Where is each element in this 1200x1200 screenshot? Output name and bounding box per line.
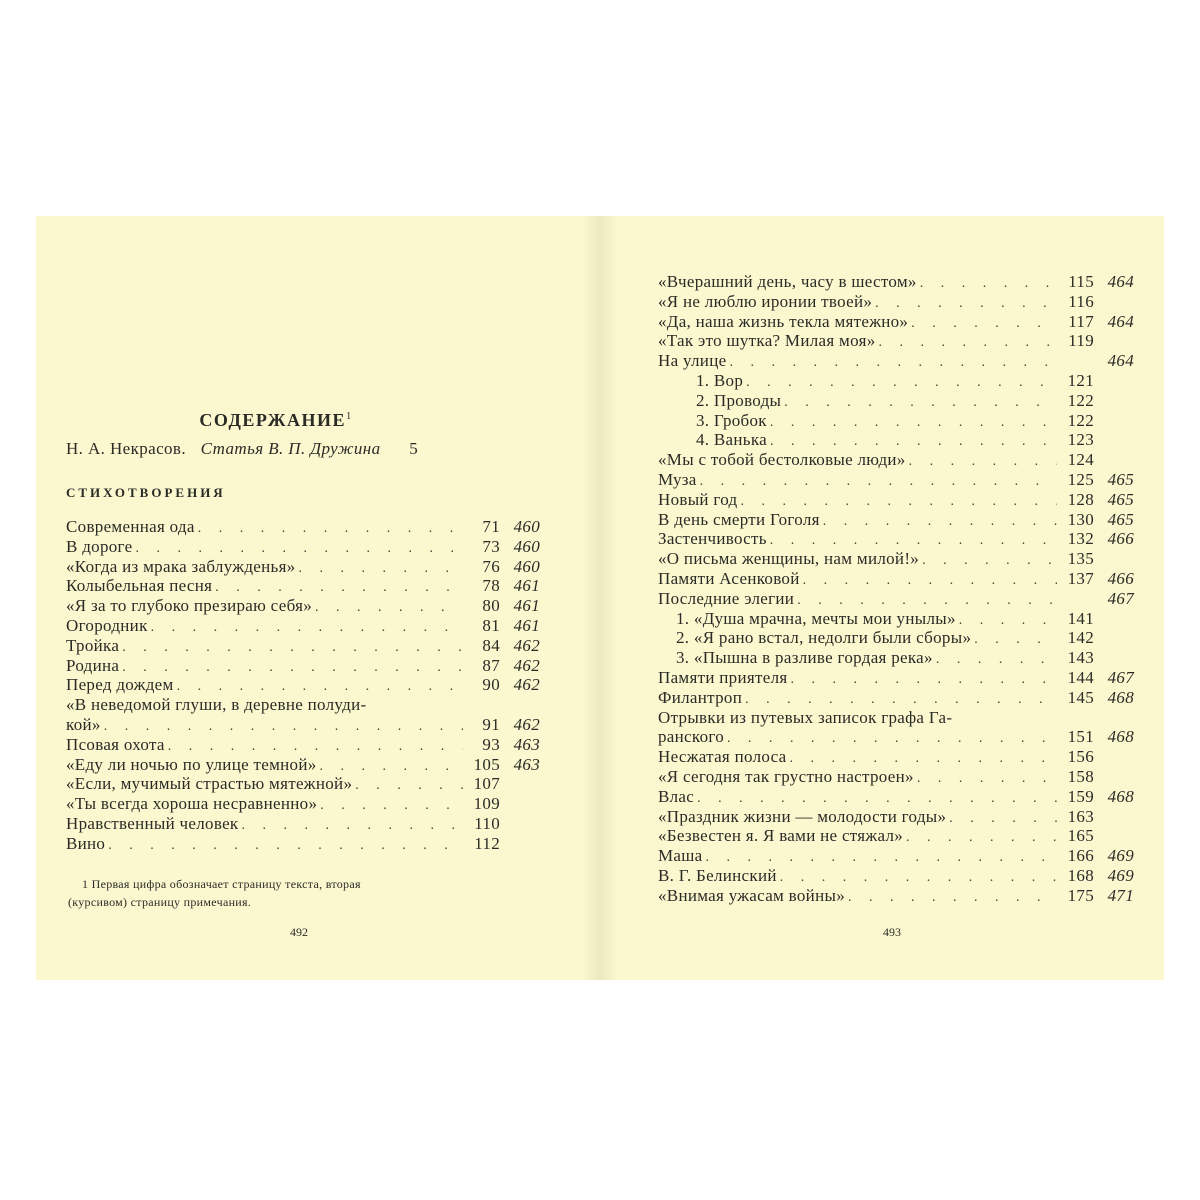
- entry-page-number: 144: [1067, 667, 1094, 687]
- entry-note-page-number: 465: [1107, 469, 1134, 489]
- entry-page-number: 122: [1067, 410, 1094, 430]
- entry-note-page-number: 462: [513, 635, 540, 655]
- toc-entry: [658, 708, 1134, 728]
- entry-note-page-number: 461: [513, 596, 540, 616]
- toc-entry: [658, 569, 1134, 589]
- entry-title: кой»: [66, 714, 101, 734]
- toc-entry: [658, 886, 1134, 906]
- entry-title: Псовая охота: [66, 734, 165, 754]
- toc-entry: [658, 609, 1134, 629]
- entry-title: «Внимая ужасам войны»: [658, 885, 845, 905]
- entry-title: «Когда из мрака заблужденья»: [66, 556, 296, 576]
- entry-title: В день смерти Гоголя: [658, 509, 820, 529]
- dot-leader: [909, 452, 1057, 472]
- entry-page-number: 109: [473, 794, 500, 814]
- dot-leader: [151, 618, 463, 638]
- toc-entry: [658, 767, 1134, 787]
- dot-leader: [746, 373, 1057, 393]
- page-number-left: 492: [290, 925, 308, 939]
- dot-leader: [936, 650, 1057, 670]
- entry-page-number: 130: [1067, 509, 1094, 529]
- entry-page-number: 165: [1067, 826, 1094, 846]
- entry-page-number: 135: [1067, 549, 1094, 569]
- entry-note-page-number: 467: [1107, 667, 1134, 687]
- entry-page-number: 143: [1067, 648, 1094, 668]
- heading-text: СОДЕРЖАНИЕ: [199, 410, 347, 430]
- toc-entry: [66, 557, 540, 577]
- toc-list-right: [658, 272, 1134, 906]
- toc-entry: [658, 351, 1134, 371]
- entry-page-number: 90: [482, 675, 500, 695]
- entry-title: Вино: [66, 833, 106, 853]
- article-page-number: 5: [409, 439, 419, 458]
- entry-title: Последние элегии: [658, 588, 795, 608]
- footnote: [68, 875, 538, 911]
- entry-note-page-number: 461: [513, 615, 540, 635]
- entry-page-number: 123: [1067, 430, 1094, 450]
- toc-entry: [66, 576, 540, 596]
- toc-entry: [658, 549, 1134, 569]
- toc-entry: [658, 826, 1134, 846]
- introductory-article-line: [66, 439, 540, 459]
- entry-note-page-number: 468: [1107, 727, 1134, 747]
- book-gutter: [582, 216, 618, 980]
- dot-leader: [108, 836, 463, 856]
- toc-entry: [66, 596, 540, 616]
- footnote-line: (курсивом) страницу примечания.: [68, 895, 252, 909]
- entry-page-number: 121: [1067, 370, 1094, 390]
- entry-page-number: 166: [1067, 846, 1094, 866]
- entry-title: «Если, мучимый страстью мятежной»: [66, 774, 353, 794]
- author-name: Н. А. Некрасов.: [66, 439, 187, 458]
- entry-title: «О письма женщины, нам милой!»: [658, 549, 920, 569]
- entry-page-number: 91: [482, 714, 500, 734]
- entry-page-number: 112: [474, 833, 500, 853]
- entry-title: Перед дождем: [66, 675, 174, 695]
- dot-leader: [241, 816, 463, 836]
- entry-page-number: 110: [474, 813, 500, 833]
- toc-entry: [66, 715, 540, 735]
- entry-page-number: 73: [482, 536, 500, 556]
- entry-title: ранского: [658, 727, 725, 747]
- entry-page-number: 80: [482, 596, 500, 616]
- entry-title: Памяти приятеля: [658, 667, 788, 687]
- page-title: [176, 410, 376, 431]
- entry-title: Колыбельная песня: [66, 576, 213, 596]
- toc-entry: [66, 794, 540, 814]
- entry-page-number: 76: [482, 556, 500, 576]
- footnote-marker: 1: [346, 411, 353, 422]
- entry-note-page-number: 462: [513, 675, 540, 695]
- entry-page-number: 119: [1068, 331, 1094, 351]
- dot-leader: [770, 413, 1057, 433]
- dot-leader: [917, 769, 1057, 789]
- dot-leader: [974, 630, 1057, 650]
- entry-title: Несжатая полоса: [658, 747, 787, 767]
- entry-note-page-number: 463: [513, 734, 540, 754]
- toc-entry: [658, 510, 1134, 530]
- dot-leader: [959, 611, 1057, 631]
- entry-page-number: 137: [1067, 568, 1094, 588]
- toc-entry: [658, 430, 1134, 450]
- dot-leader: [784, 393, 1057, 413]
- dot-leader: [823, 512, 1057, 532]
- toc-entry: [66, 695, 540, 715]
- page-number-right: 493: [883, 925, 901, 939]
- entry-note-page-number: 469: [1107, 846, 1134, 866]
- entry-title: «Я за то глубоко презираю себя»: [66, 596, 313, 616]
- entry-page-number: 107: [473, 774, 500, 794]
- entry-page-number: 78: [482, 576, 500, 596]
- entry-title: «Праздник жизни — молодости годы»: [658, 806, 947, 826]
- entry-note-page-number: 460: [513, 536, 540, 556]
- toc-entry: [658, 866, 1134, 886]
- toc-entry: [66, 675, 540, 695]
- entry-page-number: 84: [482, 635, 500, 655]
- entry-note-page-number: 461: [513, 576, 540, 596]
- entry-title: 2. Проводы: [696, 390, 782, 410]
- entry-page-number: 142: [1067, 628, 1094, 648]
- entry-title: 4. Ванька: [696, 430, 767, 450]
- toc-list-left: [66, 517, 540, 854]
- entry-title: 1. Вор: [696, 370, 744, 390]
- toc-entry: [658, 529, 1134, 549]
- entry-page-number: 122: [1067, 390, 1094, 410]
- entry-page-number: 175: [1067, 885, 1094, 905]
- entry-title: Муза: [658, 469, 697, 489]
- entry-title: Отрывки из путевых записок графа Га-: [658, 707, 953, 727]
- entry-title: Современная ода: [66, 517, 195, 536]
- entry-note-page-number: 460: [513, 556, 540, 576]
- entry-page-number: 116: [1068, 291, 1094, 311]
- dot-leader: [729, 353, 1057, 373]
- toc-entry: [658, 668, 1134, 688]
- dot-leader: [122, 638, 463, 658]
- entry-note-page-number: 460: [513, 517, 540, 536]
- toc-entry: [66, 755, 540, 775]
- entry-title: «Вчерашний день, часу в шестом»: [658, 272, 917, 291]
- dot-leader: [911, 314, 1057, 334]
- entry-note-page-number: 464: [1107, 311, 1134, 331]
- entry-page-number: 81: [482, 615, 500, 635]
- entry-note-page-number: 466: [1107, 568, 1134, 588]
- entry-title: Застенчивость: [658, 529, 767, 549]
- dot-leader: [700, 472, 1057, 492]
- entry-note-page-number: 465: [1107, 509, 1134, 529]
- toc-entry: [658, 490, 1134, 510]
- entry-page-number: 163: [1067, 806, 1094, 826]
- entry-note-page-number: 463: [513, 754, 540, 774]
- toc-entry: [658, 688, 1134, 708]
- dot-leader: [803, 571, 1057, 591]
- entry-page-number: 128: [1067, 489, 1094, 509]
- entry-title: Влас: [658, 786, 695, 806]
- entry-page-number: 141: [1067, 608, 1094, 628]
- entry-title: «Мы с тобой бестолковые люди»: [658, 450, 906, 470]
- entry-title: «Еду ли ночью по улице темной»: [66, 754, 317, 774]
- entry-title: 3. Гробок: [696, 410, 767, 430]
- toc-entry: [658, 312, 1134, 332]
- right-page: [658, 272, 1134, 906]
- entry-note-page-number: 464: [1107, 351, 1134, 371]
- left-page: [66, 410, 540, 854]
- entry-page-number: 71: [482, 517, 500, 536]
- entry-note-page-number: 468: [1107, 786, 1134, 806]
- article-title: Статья В. П. Дружина: [200, 439, 381, 458]
- toc-entry: [658, 807, 1134, 827]
- entry-note-page-number: 467: [1107, 588, 1134, 608]
- entry-note-page-number: 468: [1107, 687, 1134, 707]
- toc-entry: [66, 616, 540, 636]
- toc-entry: [658, 272, 1134, 292]
- entry-title: 2. «Я рано встал, недолги были сборы»: [676, 628, 972, 648]
- entry-title: 3. «Пышна в разливе гордая река»: [676, 648, 933, 668]
- entry-page-number: 87: [482, 655, 500, 675]
- toc-entry: [658, 292, 1134, 312]
- toc-entry: [66, 834, 540, 854]
- entry-title: Родина: [66, 655, 120, 675]
- dot-leader: [949, 809, 1057, 829]
- toc-entry: [66, 774, 540, 794]
- toc-entry: [658, 331, 1134, 351]
- dot-leader: [920, 274, 1057, 294]
- entry-page-number: 156: [1067, 747, 1094, 767]
- footnote-line: 1 Первая цифра обозначает страницу текста, вторая: [82, 877, 361, 891]
- entry-title: «Безвестен я. Я вами не стяжал»: [658, 826, 904, 846]
- toc-entry: [658, 391, 1134, 411]
- toc-entry: [66, 517, 540, 537]
- toc-entry: [658, 411, 1134, 431]
- entry-title: На улице: [658, 351, 727, 371]
- entry-title: «Так это шутка? Милая моя»: [658, 331, 876, 351]
- entry-title: Нравственный человек: [66, 813, 239, 833]
- entry-title: Маша: [658, 846, 703, 866]
- entry-page-number: 145: [1067, 687, 1094, 707]
- entry-title: Новый год: [658, 489, 738, 509]
- dot-leader: [315, 598, 463, 618]
- section-heading: СТИХОТВОРЕНИЯ: [66, 485, 226, 500]
- entry-title: «В неведомой глуши, в деревне полуди-: [66, 695, 367, 715]
- entry-note-page-number: 464: [1107, 272, 1134, 291]
- toc-entry: [66, 656, 540, 676]
- toc-entry: [66, 537, 540, 557]
- dot-leader: [848, 888, 1057, 908]
- toc-entry: [658, 371, 1134, 391]
- toc-entry: [66, 636, 540, 656]
- entry-title: В дороге: [66, 536, 133, 556]
- dot-leader: [790, 670, 1057, 690]
- entry-title: В. Г. Белинский: [658, 865, 777, 885]
- entry-title: Огородник: [66, 615, 148, 635]
- entry-page-number: 105: [473, 754, 500, 774]
- entry-page-number: 159: [1067, 786, 1094, 806]
- entry-note-page-number: 465: [1107, 489, 1134, 509]
- entry-page-number: 151: [1067, 727, 1094, 747]
- toc-entry: [658, 450, 1134, 470]
- dot-leader: [922, 551, 1057, 571]
- entry-note-page-number: 462: [513, 655, 540, 675]
- toc-entry: [658, 628, 1134, 648]
- entry-title: «Ты всегда хороша несравненно»: [66, 794, 318, 814]
- entry-note-page-number: 466: [1107, 529, 1134, 549]
- toc-entry: [658, 648, 1134, 668]
- entry-title: Тройка: [66, 635, 120, 655]
- dot-leader: [879, 333, 1058, 353]
- dot-leader: [320, 796, 463, 816]
- entry-note-page-number: 471: [1107, 885, 1134, 905]
- toc-entry: [66, 814, 540, 834]
- toc-entry: [658, 727, 1134, 747]
- entry-page-number: 124: [1067, 450, 1094, 470]
- entry-page-number: 132: [1067, 529, 1094, 549]
- toc-entry: [658, 747, 1134, 767]
- entry-page-number: 115: [1068, 272, 1094, 291]
- entry-page-number: 168: [1067, 865, 1094, 885]
- dot-leader: [298, 559, 463, 579]
- dot-leader: [906, 828, 1057, 848]
- entry-page-number: 125: [1067, 469, 1094, 489]
- entry-title: Памяти Асенковой: [658, 568, 800, 588]
- entry-note-page-number: 469: [1107, 865, 1134, 885]
- entry-page-number: 158: [1067, 766, 1094, 786]
- toc-entry: [66, 735, 540, 755]
- entry-title: «Я не люблю иронии твоей»: [658, 291, 873, 311]
- toc-entry: [658, 589, 1134, 609]
- entry-page-number: 93: [482, 734, 500, 754]
- entry-note-page-number: 462: [513, 714, 540, 734]
- entry-title: «Да, наша жизнь текла мятежно»: [658, 311, 909, 331]
- entry-title: Филантроп: [658, 687, 743, 707]
- dot-leader: [355, 776, 463, 796]
- entry-title: 1. «Душа мрачна, мечты мои унылы»: [676, 608, 956, 628]
- entry-page-number: 117: [1068, 311, 1094, 331]
- toc-entry: [658, 470, 1134, 490]
- dot-leader: [198, 519, 463, 539]
- toc-entry: [658, 787, 1134, 807]
- entry-title: «Я сегодня так грустно настроен»: [658, 766, 914, 786]
- toc-entry: [658, 846, 1134, 866]
